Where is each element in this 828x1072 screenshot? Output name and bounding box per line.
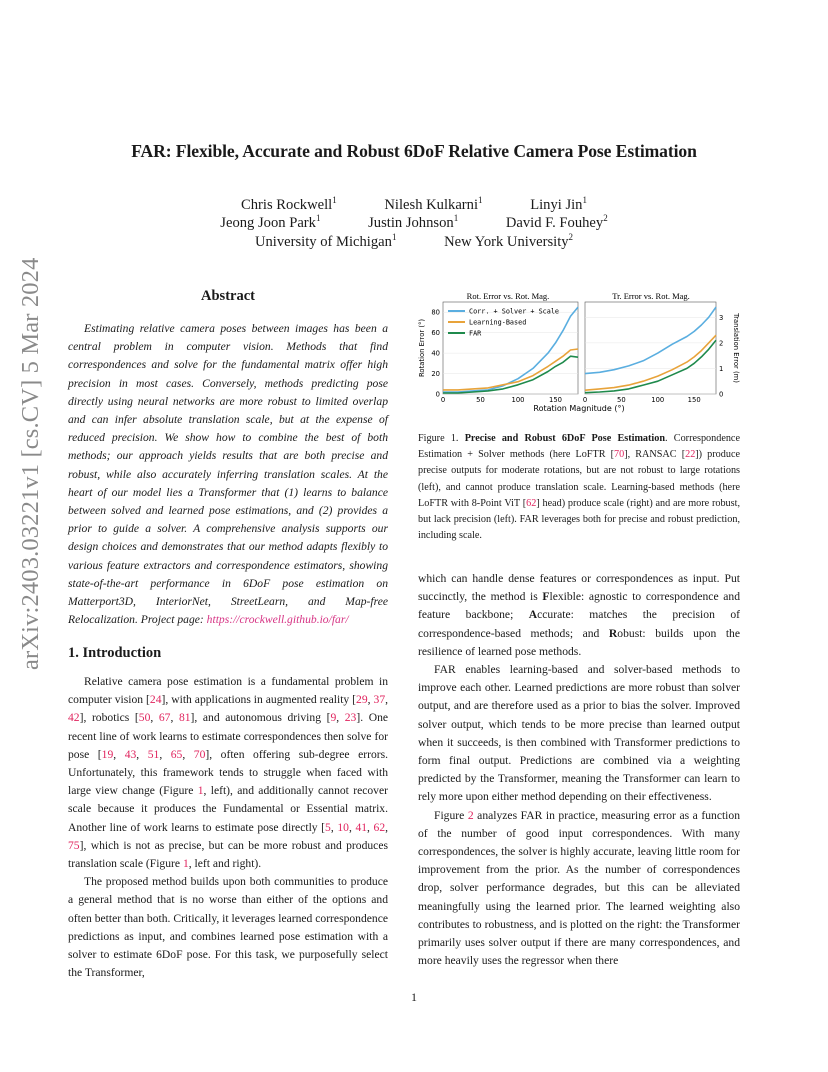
citation-link[interactable]: 75 [68, 838, 80, 852]
citation-link[interactable]: 23 [344, 711, 357, 725]
citation-link[interactable]: 51 [147, 747, 160, 761]
citation-link[interactable]: 19 [101, 747, 114, 761]
right-column-body [418, 570, 740, 970]
legend-label-far: FAR [469, 329, 482, 338]
citation-link[interactable]: 50 [138, 711, 151, 725]
y-tick-label: 80 [431, 308, 440, 317]
citation-link[interactable]: 1 [197, 784, 204, 798]
right-plot [583, 307, 723, 404]
bold-text: R [608, 626, 618, 640]
y-tick-label: 0 [435, 390, 440, 399]
author-name: Jeong Joon Park [220, 215, 316, 231]
legend-label-learning: Learning-Based [469, 318, 527, 327]
author-name: Nilesh Kulkarni [384, 197, 479, 213]
author-name: Linyi Jin [530, 197, 583, 213]
arxiv-stamp [17, 257, 44, 670]
abstract-text: Estimating relative camera poses between images has been a central problem in computer vision. Methods that find correspondences and solve for the fundamental matrix offer high precision in most cases. Conversely, methods predicting pose directly using neural networks are more robust to limited overlap and can infer absolute translation scale, but at the expense of reduced precision. We show how to combine the best of both methods; our approach yields results that are both precise and robust, while also accurately inferring translation scales. At the heart of our model lies a Transformer that (1) learns to balance between solved and learned pose estimations, and (2) provides a prior to guide a solver. A comprehensive analysis supports our design choices and demonstrates that our method adapts flexibly to various feature extractors and correspondence estimators, showing state-of-the-art performance in 6DoF pose estimation on Matterport3D, InteriorNet, StreetLearn, and Map-free Relocalization. Project page: [68, 322, 388, 627]
citation-link[interactable]: 42 [68, 711, 80, 725]
citation-link[interactable]: 65 [170, 747, 183, 761]
series-line-learning-based [585, 335, 716, 390]
x-tick-label: 0 [440, 396, 446, 404]
y-tick-label: 60 [431, 329, 440, 338]
affiliation: University of Michigan [254, 234, 392, 250]
x-axis-label: Rotation Magnitude (°) [533, 404, 625, 413]
affiliation-row: University of Michigan$^1$ New York University$^2$ [254, 232, 574, 250]
author-name: Justin Johnson [368, 215, 454, 231]
citation-link[interactable]: 5 [325, 820, 331, 834]
citation-link[interactable]: 2 [467, 808, 474, 822]
citation-link[interactable]: 70 [193, 747, 206, 761]
bold-text: F [542, 590, 550, 604]
y-tick-label: 20 [431, 370, 440, 379]
abstract-heading: Abstract [201, 288, 255, 304]
left-y-axis-label: Rotation Error (°) [418, 318, 426, 378]
legend-label-corr: Corr. + Solver + Scale [469, 307, 560, 316]
x-tick-label: 150 [549, 396, 562, 404]
intro-paragraph-1: Relative camera pose estimation is a fundamental problem in computer vision [24], with applications in augmented reality [29, 37, 42], robotics [50, 67, 81], and autonomous driving [9, 23]. One recent line of work learns to estimate correspondences then solve for pose [19, 43, 51, 65, 70], often offering sub-degree errors. Unfortunately, this framework tends to struggle when faced with large view change (Figure 1, left), and additionally cannot recover scale because it produces the Fundamental or Essential matrix. Another line of work learns to estimate pose directly [5, 10, 41, 62, 75], which is not as precise, but can be more robust and produces translation scale (Figure 1, left and right). [68, 675, 389, 871]
author-name: Chris Rockwell [241, 197, 333, 213]
y-tick-label: 2 [719, 339, 724, 348]
intro-paragraph-2: The proposed method builds upon both communities to produce a general method that is no worse than either of the options and often better than both. Critically, it leverages learned correspondence predictions as input, and combines learned pose estimation with a solver to estimate 6DoF pose. For this task, we purposefully select the Transformer, [68, 875, 388, 980]
right-chart-title: Tr. Error vs. Rot. Mag. [612, 291, 690, 301]
author-row-2: Jeong Joon Park$^1$ Justin Johnson$^1$ David F. Fouhey$^2$ [220, 213, 608, 231]
intro-body [68, 673, 388, 982]
series-line-far [443, 356, 578, 393]
citation-link[interactable]: 37 [373, 693, 386, 707]
y-tick-label: 0 [719, 390, 724, 399]
y-tick-label: 40 [431, 349, 440, 358]
affiliation: New York University [444, 234, 569, 250]
right-paragraph-3: Figure 2 analyzes FAR in practice, measuring error as a function of the number of good input correspondences. With many correspondences, the solver is highly accurate, leaving little room for improvement from the prior. As the number of correspondences drop, solver performance degrades, but this can be alleviated meaningfully using the learned prior. The learned weighting also contributes to robustness, and is plotted on the right: the Transformer primarily uses solver output if there are many correspondences, and more heavily uses the regressor when there [418, 808, 740, 968]
left-chart-title: Rot. Error vs. Rot. Mag. [466, 291, 550, 301]
bold-text: A [528, 608, 538, 622]
citation-link[interactable]: 1 [182, 857, 189, 871]
left-plot-frame [443, 302, 578, 394]
right-paragraph-1: which can handle dense features or correspondences as input. Put succinctly, the method is Flexible: agnostic to correspondence and feature backbone; Accurate: matches the precision of correspondence-based methods; and Robust: builds upon the resilience of learned pose methods. [418, 572, 740, 658]
y-tick-label: 1 [719, 364, 724, 373]
x-tick-label: 100 [511, 396, 525, 404]
x-tick-label: 50 [617, 396, 626, 404]
citation-link[interactable]: 67 [158, 711, 171, 725]
author-row-1: Chris Rockwell$^1$ Nilesh Kulkarni$^1$ Linyi Jin$^1$ [241, 195, 587, 213]
citation-link[interactable]: 81 [178, 711, 191, 725]
page-number: 1 [411, 990, 417, 1004]
right-paragraph-2: FAR enables learning-based and solver-based methods to improve each other. Learned predictions are more robust than solver output, and are therefore used as a prior to bias the solver. Improved solver output, which tends to be more precise than learned output when it succeeds, is then combined with Transformer predictions to form final output. Predictions are combined via a weighting predicted by the Transformer, meaning the Transformer can learn to rely more upon either method depending on their effectiveness. [418, 663, 740, 804]
citation-link[interactable]: 10 [337, 820, 349, 834]
arxiv-stamp-text: arXiv:2403.03221v1 [cs.CV] 5 Mar 2024 [17, 257, 44, 670]
figure-1 [418, 286, 740, 416]
citation-link[interactable]: 62 [526, 497, 537, 509]
x-tick-label: 50 [476, 396, 485, 404]
citation-link[interactable]: 70 [614, 449, 625, 461]
citation-link[interactable]: 43 [124, 747, 137, 761]
series-line-learning-based [443, 349, 578, 390]
chart-legend [448, 308, 559, 338]
series-line-far [585, 340, 716, 392]
project-page-link[interactable]: https://crockwell.github.io/far/ [206, 613, 349, 627]
intro-heading: 1. Introduction [68, 645, 162, 661]
right-y-axis-label: Translation Error (m) [732, 313, 740, 383]
x-tick-label: 0 [582, 396, 588, 404]
right-plot-frame [585, 302, 716, 394]
figure-1-charts [418, 286, 740, 416]
x-tick-label: 100 [651, 396, 665, 404]
citation-link[interactable]: 41 [355, 820, 368, 834]
citation-link[interactable]: 24 [149, 693, 162, 707]
figure-1-caption: Figure 1. Precise and Robust 6DoF Pose Estimation. Correspondence Estimation + Solver methods (here LoFTR [70], RANSAC [22]) produce precise outputs for moderate rotations, but are not robust to large rotations (left), and cannot produce translation scale. Learning-based methods (here LoFTR with 8-Point ViT [62] head) produce scale (right) and are more robust, but lack precision (left). FAR leverages both for precise and robust prediction, including scale. [418, 433, 740, 542]
abstract-body [68, 320, 388, 629]
author-name: David F. Fouhey [505, 215, 604, 231]
citation-link[interactable]: 29 [356, 693, 368, 707]
series-line-corr-solver-scale [585, 307, 716, 374]
y-tick-label: 3 [719, 313, 724, 322]
paper-title: FAR: Flexible, Accurate and Robust 6DoF Relative Camera Pose Estimation [131, 141, 697, 161]
bold-text: Precise and Robust 6DoF Pose Estimation [464, 433, 666, 444]
citation-link[interactable]: 9 [330, 711, 337, 725]
citation-link[interactable]: 62 [373, 820, 386, 834]
x-tick-label: 150 [687, 396, 701, 404]
citation-link[interactable]: 22 [685, 449, 696, 461]
